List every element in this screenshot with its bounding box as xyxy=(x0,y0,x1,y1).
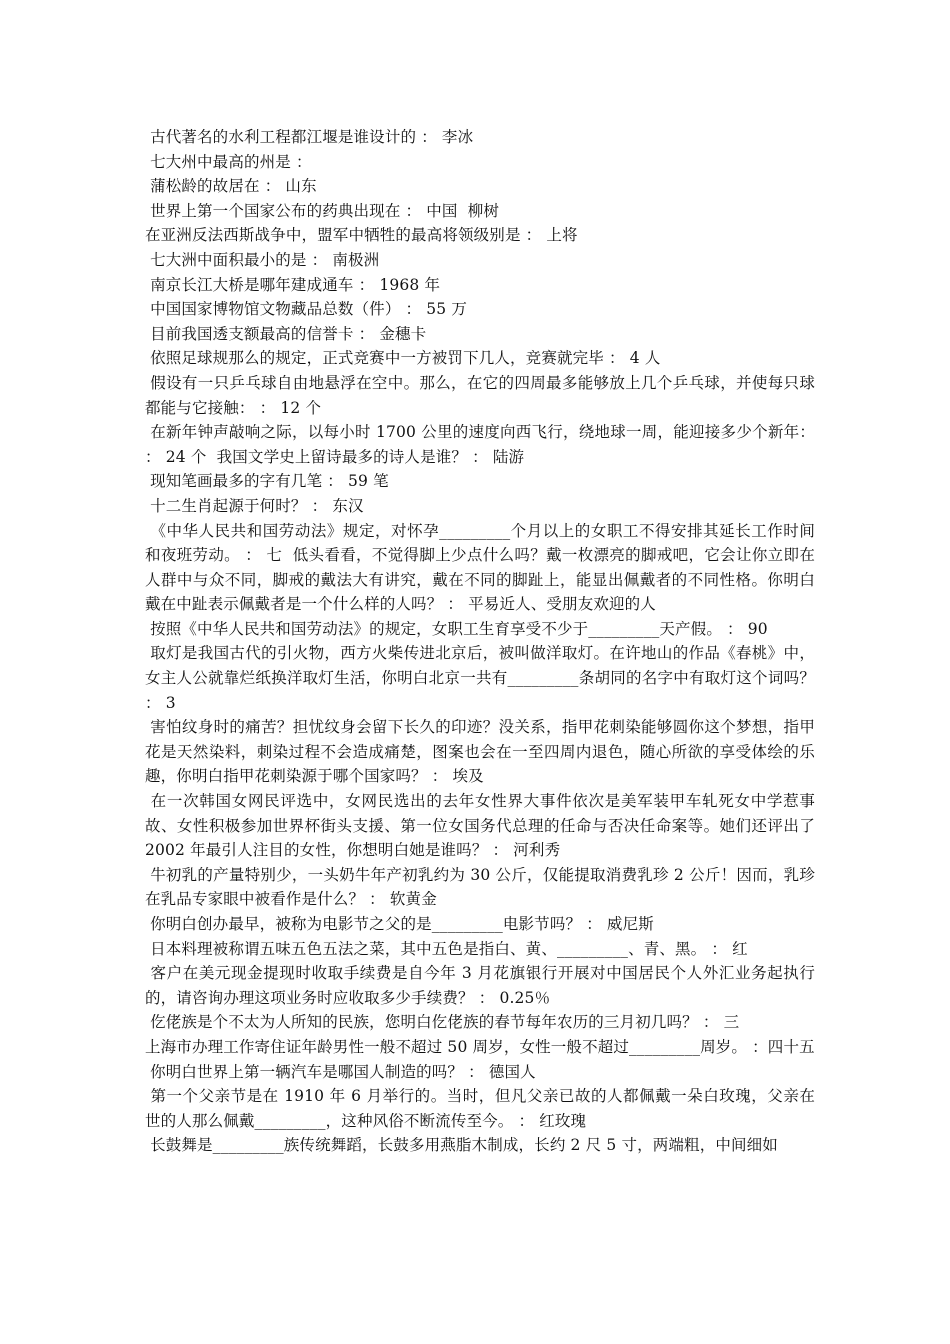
paragraph: 按照《中华人民共和国劳动法》的规定，女职工生育享受不少于_________天产假。 ： 90 xyxy=(145,619,768,638)
paragraph: 十二生肖起源于何时？ ： 东汉 xyxy=(145,496,364,515)
paragraph: 日本料理被称谓五味五色五法之菜，其中五色是指白、黄、_________、青、黑。 ： 红 xyxy=(145,939,748,958)
paragraph: 南京长江大桥是哪年建成通车 ： 1968 年 xyxy=(145,275,441,294)
paragraph: 长鼓舞是_________族传统舞蹈，长鼓多用燕脂木制成，长约 2 尺 5 寸，两端粗，中间细如 xyxy=(145,1136,778,1155)
paragraph: 蒲松龄的故居在 ： 山东 xyxy=(145,177,317,196)
paragraph: 目前我国透支额最高的信誉卡 ： 金穗卡 xyxy=(145,324,427,343)
paragraph: 害怕纹身时的痛苦？担忧纹身会留下长久的印迹？没关系，指甲花刺染能够圆你这个梦想，指甲花是天然染料，刺染过程不会造成痛楚，图案也会在一至四周内退色，随心所欲的享受体绘的乐趣，你明白指甲花刺染源于哪个国家吗？ ： 埃及 xyxy=(145,718,815,786)
paragraph: 在新年钟声敲响之际，以每小时 1700 公里的速度向西飞行，绕地球一周，能迎接多少个新年： ： 24 个 我国文学史上留诗最多的诗人是谁？ ： 陆游 xyxy=(145,423,821,466)
paragraph: 你明白世界上第一辆汽车是哪国人制造的吗？ ： 德国人 xyxy=(145,1062,536,1081)
paragraph: 世界上第一个国家公布的药典出现在 ： 中国 柳树 xyxy=(145,201,500,220)
paragraph: 在一次韩国女网民评选中，女网民选出的去年女性界大事件依次是美军装甲车轧死女中学惹事故、女性积极参加世界杯街头支援、第一位女国务代总理的任命与否决任命案等。她们还评出了 2002 年最引人注目的女性，你想明白她是谁吗？ ： 河利秀 xyxy=(145,792,821,860)
paragraph: 你明白创办最早，被称为电影节之父的是_________电影节吗？ ： 威尼斯 xyxy=(145,915,654,933)
paragraph: 中国国家博物馆文物藏品总数（件） ： 55 万 xyxy=(145,300,468,319)
paragraph: 上海市办理工作寄住证年龄男性一般不超过 50 周岁，女性一般不超过_________周岁。 ：四十五 xyxy=(145,1037,815,1056)
paragraph: 七大洲中面积最小的是 ： 南极洲 xyxy=(145,250,380,269)
paragraph: 依照足球规那么的规定，正式竞赛中一方被罚下几人，竞赛就完毕 ： 4 人 xyxy=(145,349,661,368)
paragraph: 取灯是我国古代的引火物，西方火柴传进北京后，被叫做洋取灯。在许地山的作品《春桃》中，女主人公就靠烂纸换洋取灯生活，你明白北京一共有_________条胡同的名字中有取灯这个词吗？ ： 3 xyxy=(145,644,821,712)
paragraph: 牛初乳的产量特别少，一头奶牛年产初乳约为 30 公斤，仅能提取消费乳珍 2 公斤！因而，乳珍在乳品专家眼中被看作是什么？ ： 软黄金 xyxy=(145,865,816,909)
paragraph: 现知笔画最多的字有几笔 ： 59 笔 xyxy=(145,472,389,491)
paragraph: 假设有一只乒乓球自由地悬浮在空中。那么，在它的四周最多能够放上几个乒乓球，并使每只球都能与它接触： ： 12 个 xyxy=(145,373,815,417)
paragraph: 古代著名的水利工程都江堰是谁设计的 ： 李冰 xyxy=(145,128,474,146)
paragraph: 在亚洲反法西斯战争中，盟军中牺牲的最高将领级别是 ： 上将 xyxy=(145,226,578,245)
document-body xyxy=(145,125,821,1158)
paragraph: 七大州中最高的州是 ： xyxy=(145,152,312,171)
paragraph: 《中华人民共和国劳动法》规定，对怀孕_________个月以上的女职工不得安排其延长工作时间和夜班劳动。 ： 七 低头看看，不觉得脚上少点什么吗？戴一枚漂亮的脚戒吧，它会让你立即在人群中与众不同，脚戒的戴法大有讲究，戴在不同的脚趾上，能显出佩戴者的不同性格。你明白戴在中趾表示佩戴者是一个什么样的人吗？ ： 平易近人、受朋友欢迎的人 xyxy=(145,521,815,614)
paragraph: 仡佬族是个不太为人所知的民族，您明白仡佬族的春节每年农历的三月初几吗？ ： 三 xyxy=(145,1013,740,1032)
paragraph: 第一个父亲节是在 1910 年 6 月举行的。当时，但凡父亲已故的人都佩戴一朵白玫瑰，父亲在世的人那么佩戴_________，这种风俗不断流传至今。 ： 红玫瑰 xyxy=(145,1087,816,1130)
paragraph: 客户在美元现金提现时收取手续费是自今年 3 月花旗银行开展对中国居民个人外汇业务起执行的，请咨询办理这项业务时应收取多少手续费？ ： 0.25％ xyxy=(145,964,816,1007)
